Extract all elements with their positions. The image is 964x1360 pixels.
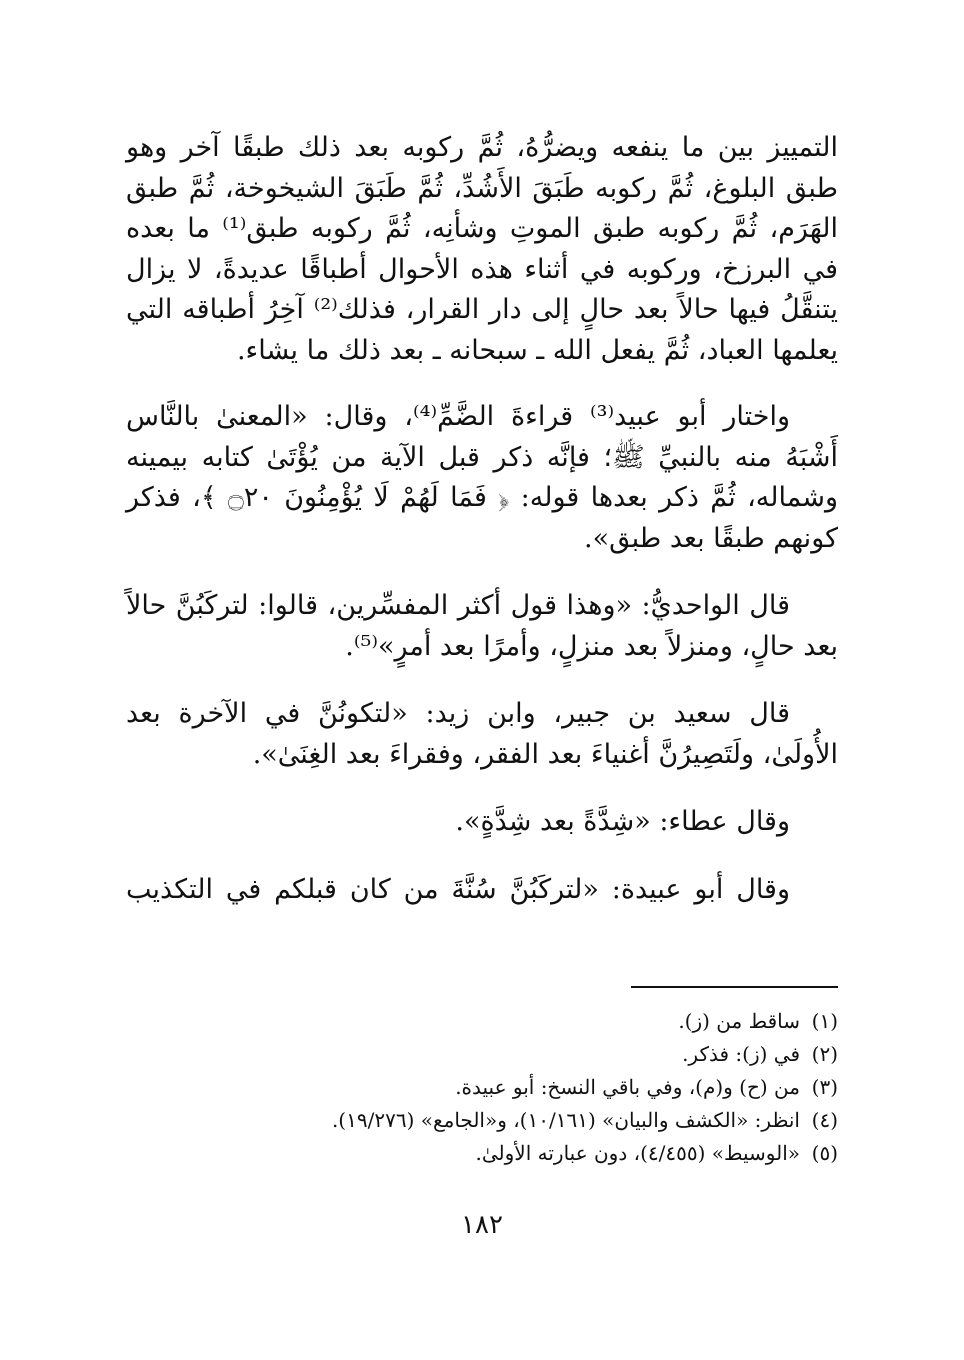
paragraph-6: وقال أبو عبيدة: «لتركَبُنَّ سُنَّةَ من كان قبلكم في التكذيب (126, 873, 790, 905)
footnote-divider (631, 986, 838, 988)
footnote-number: (٥) (811, 1141, 838, 1165)
footnote-text: في (ز): فذكر. (682, 1042, 800, 1066)
footnote-item (126, 1071, 838, 1104)
footnote-number: (٤) (811, 1108, 838, 1132)
footnote-number: (٣) (811, 1075, 838, 1099)
footnote-item (126, 1005, 838, 1038)
paragraph-4: قال سعيد بن جبير، وابن زيد: «لتكونُنَّ في الآخرة بعد الأُولَىٰ، ولَتَصِيرُنَّ أغنياءَ بعد الفقر، وفقراءَ بعد الغِنَىٰ». (126, 698, 838, 770)
footnote-item (126, 1104, 838, 1137)
footnote-number: (٢) (811, 1042, 838, 1066)
footnote-text: «الوسيط» (٤/٤٥٥)، دون عبارته الأولىٰ. (475, 1141, 800, 1165)
footnote-item (126, 1137, 838, 1170)
footnote-number: (١) (811, 1009, 838, 1033)
footnote-text: انظر: «الكشف والبيان» (١٠/١٦١)، و«الجامع» (١٩/٢٧٦). (331, 1108, 800, 1132)
paragraph-3: قال الواحديُّ: «وهذا قول أكثر المفسِّرين، قالوا: لتركَبُنَّ حالاً بعد حالٍ، ومنزلاً بعد منزلٍ، وأمرًا بعد أمرٍ»⁽⁵⁾. (126, 590, 838, 662)
paragraph-1: التمييز بين ما ينفعه ويضرُّهُ، ثُمَّ ركوبه بعد ذلك طبقًا آخر وهو طبق البلوغ، ثُمَّ ركوبه طَبَقَ الأَشُدِّ، ثُمَّ طَبَقَ الشيخوخة، ثُمَّ طبق الهَرَم، ثُمَّ ركوبه طبق الموتِ وشأنِه، ثُمَّ ركوبه طبق⁽¹⁾ ما بعده في البرزخ، وركوبه في أثناء هذه الأحوال أطباقًا عديدةً، لا يزال يتنقَّلُ فيها حالاً بعد حالٍ إلى دار القرار، فذلك⁽²⁾ آخِرُ أطباقه التي يعلمها العباد، ثُمَّ يفعل الله ـ سبحانه ـ بعد ذلك ما يشاء. (126, 132, 839, 366)
footnote-item (126, 1038, 838, 1071)
paragraph-5: وقال عطاء: «شِدَّةً بعد شِدَّةٍ». (455, 806, 790, 837)
footnotes-list (126, 1005, 838, 1170)
paragraph-2: واختار أبو عبيد⁽³⁾ قراءةَ الضَّمِّ⁽⁴⁾، وقال: «المعنىٰ بالنَّاس أَشْبَهُ منه بالنبيِّ ﷺ؛ فإنَّه ذكر قبل الآية من يُؤْتَىٰ كتابه بيمينه وشماله، ثُمَّ ذكر بعدها قوله: ﴿ فَمَا لَهُمْ لَا يُؤْمِنُونَ ۝٢٠ ﴾، فذكر كونهم طبقًا بعد طبق». (126, 401, 839, 554)
footnote-text: ساقط من (ز). (678, 1009, 800, 1033)
page-number: ١٨٢ (461, 1210, 503, 1240)
main-text (126, 128, 838, 910)
footnote-text: من (ح) و(م)، وفي باقي النسخ: أبو عبيدة. (455, 1075, 800, 1099)
